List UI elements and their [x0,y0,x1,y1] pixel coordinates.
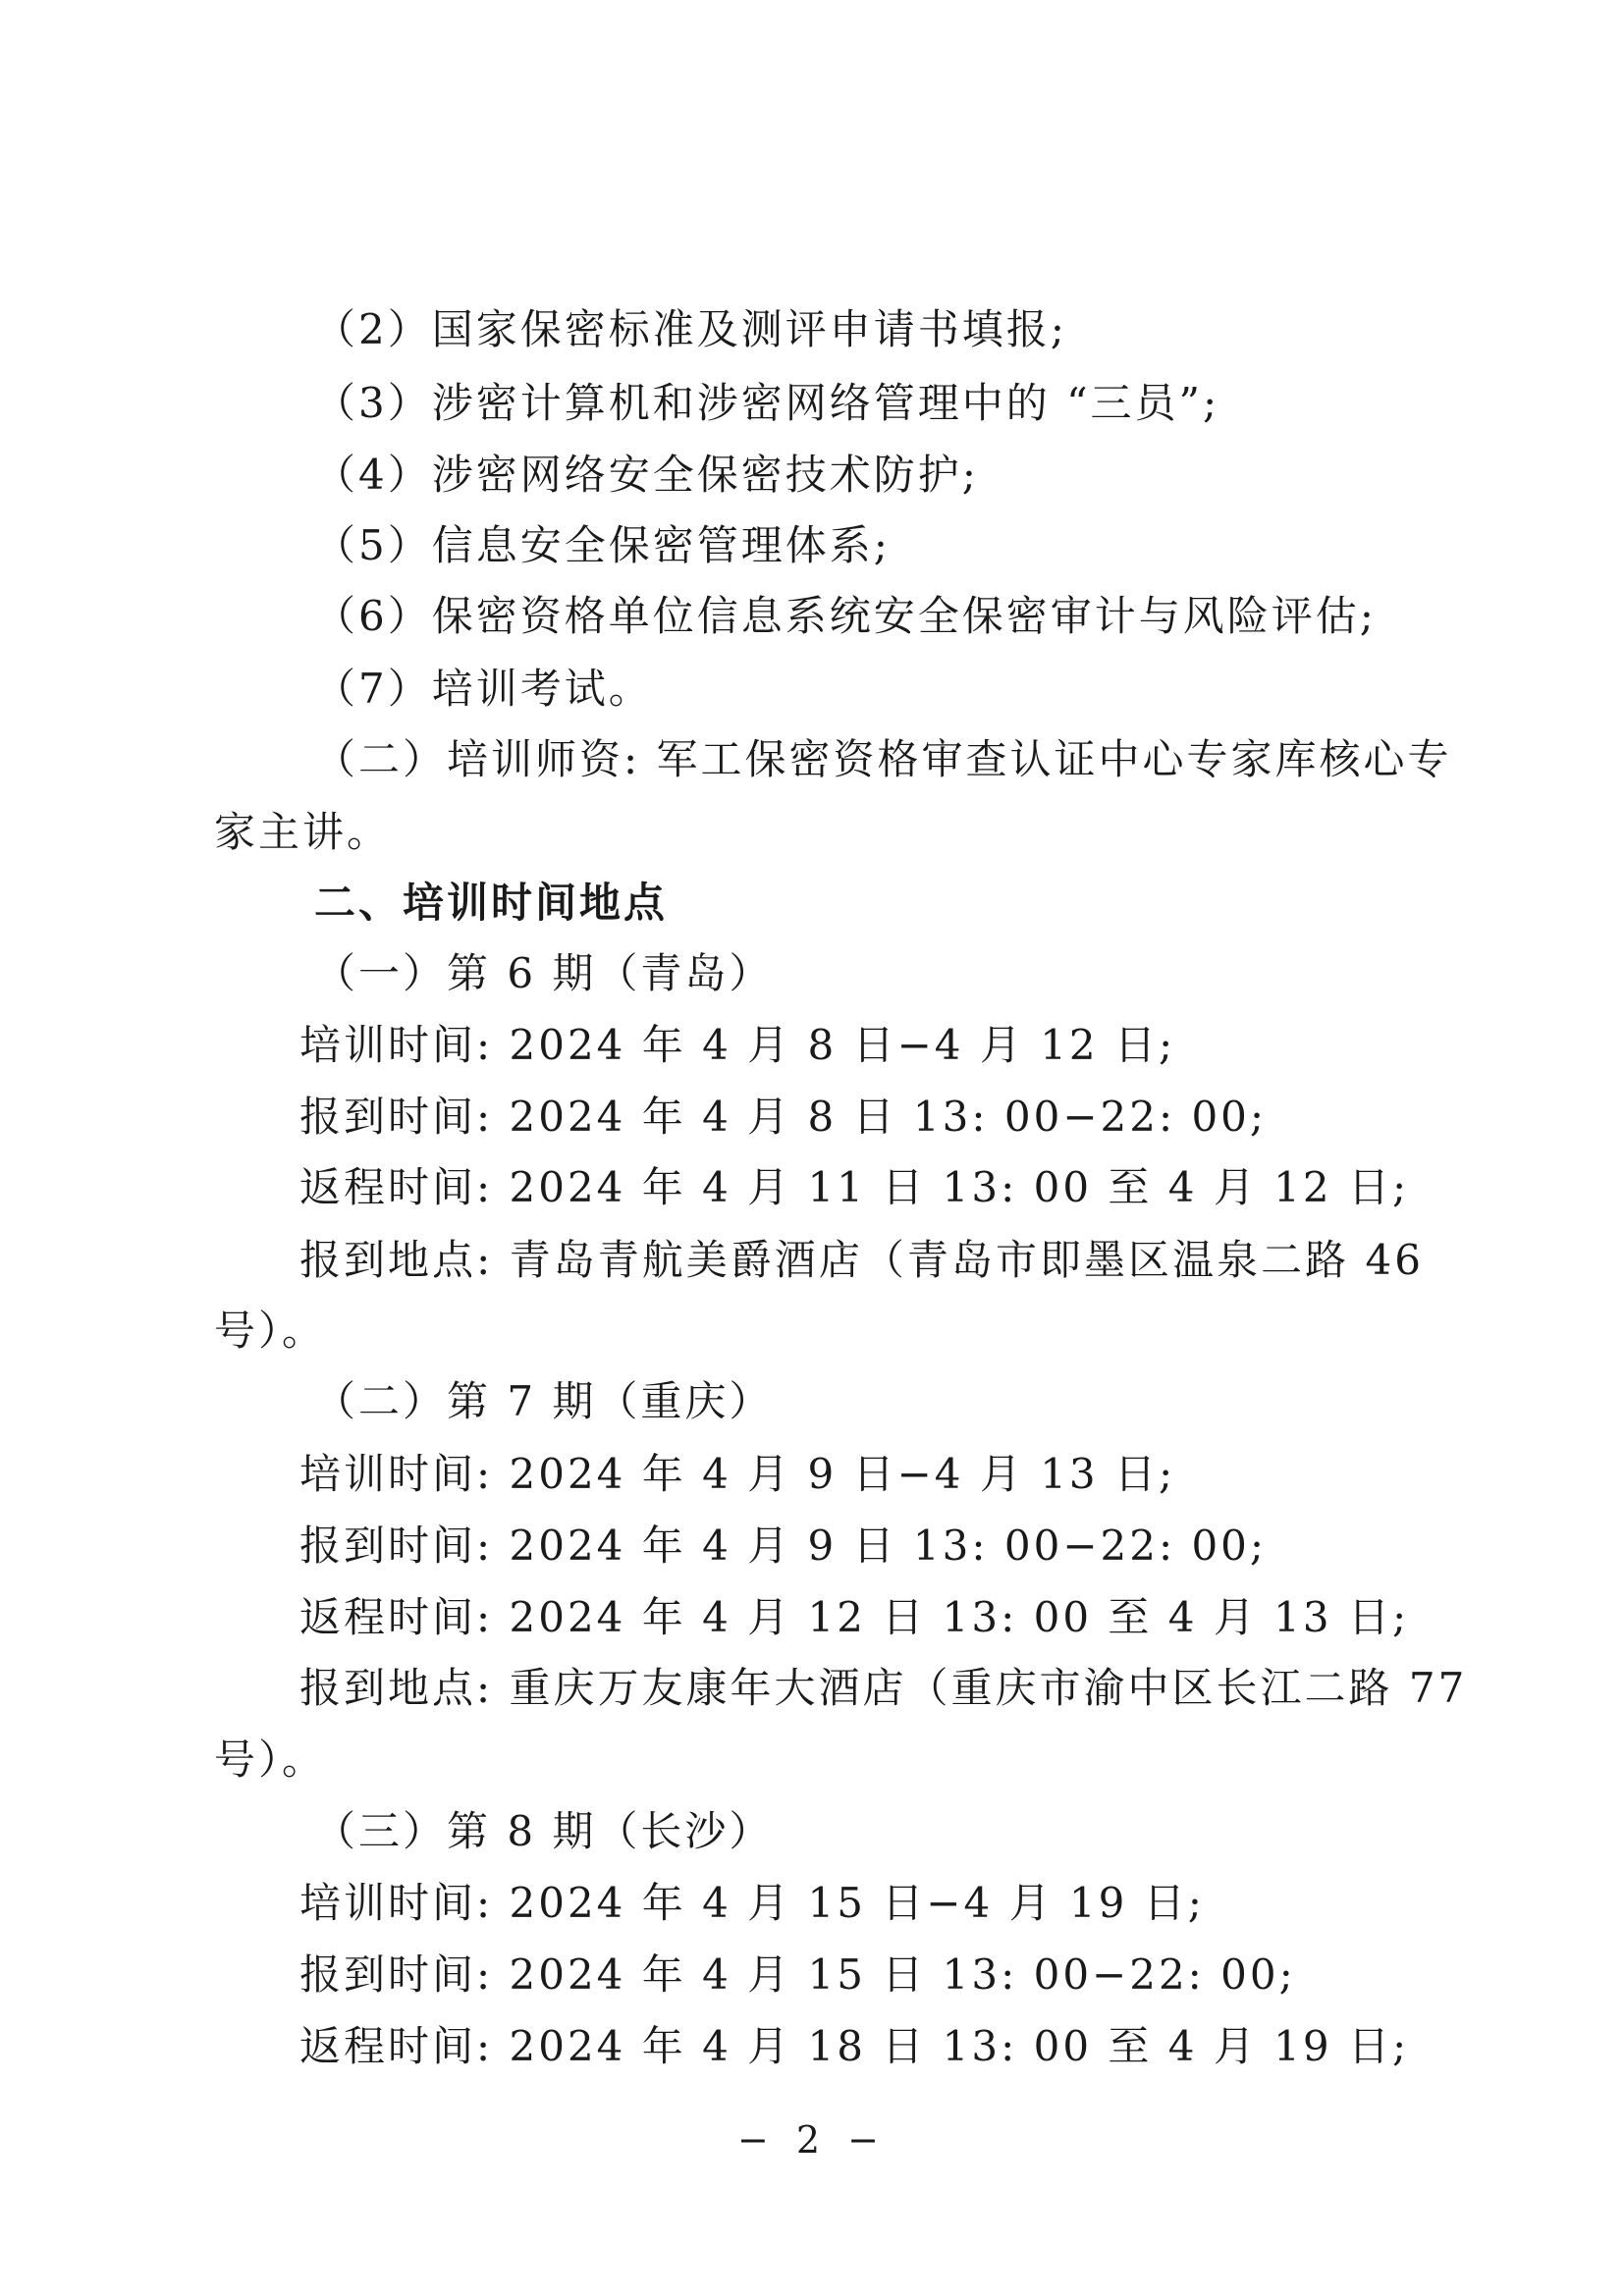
checkin-time: 报到时间: 2024 年 4 月 8 日 13: 00−22: 00; [299,1093,1268,1141]
checkin-time: 报到时间: 2024 年 4 月 9 日 13: 00−22: 00; [299,1522,1268,1570]
training-time: 培训时间: 2024 年 4 月 15 日−4 月 19 日; [299,1879,1205,1927]
teachers-line-1: （二）培训师资: 军工保密资格审查认证中心专家库核心专 [314,735,1452,783]
section-heading: 二、培训时间地点 [314,879,669,927]
session-title: （一）第 6 期（青岛） [314,949,774,997]
training-time: 培训时间: 2024 年 4 月 8 日−4 月 12 日; [299,1021,1176,1069]
course-item-3: （3）涉密计算机和涉密网络管理中的 “三员”; [314,379,1220,427]
checkin-time: 报到时间: 2024 年 4 月 15 日 13: 00−22: 00; [299,1950,1296,1999]
teachers-line-2: 家主讲。 [214,808,392,856]
checkin-location-line-1: 报到地点: 重庆万友康年大酒店（重庆市渝中区长江二路 77 [299,1664,1468,1712]
course-item-6: （6）保密资格单位信息系统安全保密审计与风险评估; [314,592,1377,640]
course-item-7: （7）培训考试。 [314,665,653,713]
training-time: 培训时间: 2024 年 4 月 9 日−4 月 13 日; [299,1450,1176,1498]
course-item-5: （5）信息安全保密管理体系; [314,521,891,569]
session-title: （三）第 8 期（长沙） [314,1807,774,1855]
return-time: 返程时间: 2024 年 4 月 12 日 13: 00 至 4 月 13 日; [299,1593,1410,1641]
page-number: − 2 − [736,2118,887,2162]
return-time: 返程时间: 2024 年 4 月 11 日 13: 00 至 4 月 12 日; [299,1163,1410,1211]
checkin-location-line-2: 号）。 [214,1307,327,1355]
course-item-4: （4）涉密网络安全保密技术防护; [314,451,979,499]
checkin-location-line-2: 号）。 [214,1735,327,1784]
checkin-location-line-1: 报到地点: 青岛青航美爵酒店（青岛市即墨区温泉二路 46 [299,1236,1424,1284]
session-title: （二）第 7 期（重庆） [314,1377,774,1425]
course-item-2: （2）国家保密标准及测评申请书填报; [314,305,1067,353]
return-time: 返程时间: 2024 年 4 月 18 日 13: 00 至 4 月 19 日; [299,2022,1410,2070]
